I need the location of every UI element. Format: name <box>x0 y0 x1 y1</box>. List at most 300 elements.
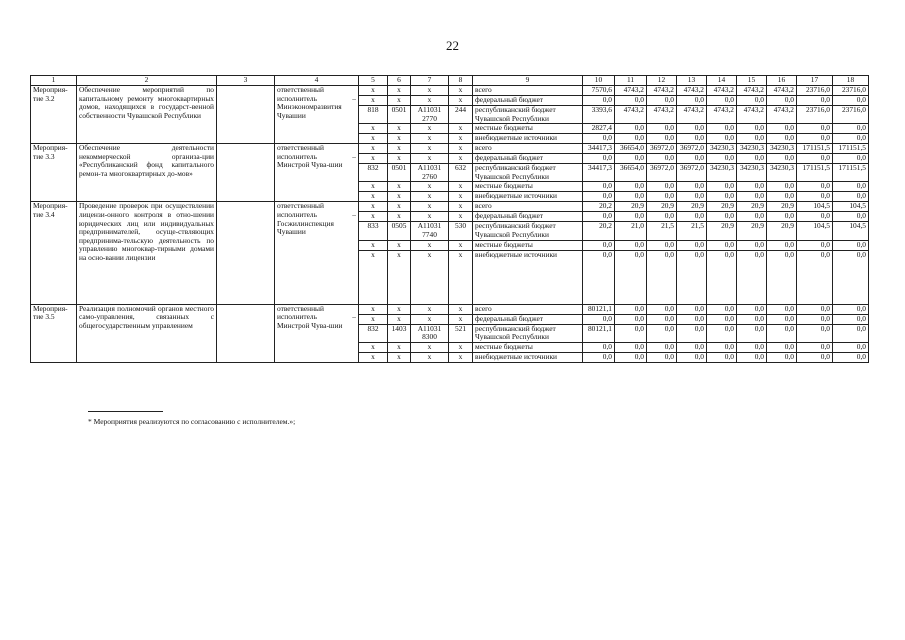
funding-value: 0,0 <box>707 240 737 250</box>
funding-value: 0,0 <box>767 352 797 362</box>
measure-responsible: ответственный исполнитель – Минстрой Чува-шии <box>275 304 359 362</box>
measure-col3 <box>217 202 275 304</box>
funding-value: 0,0 <box>647 96 677 106</box>
budget-code-c7: x <box>411 250 449 304</box>
funding-value: 0,0 <box>737 134 767 144</box>
budget-code-c5: x <box>359 96 388 106</box>
funding-value: 0,0 <box>677 96 707 106</box>
funding-value: 34230,3 <box>737 144 767 154</box>
funding-value: 0,0 <box>615 324 647 342</box>
budget-code-c6: 0505 <box>388 222 411 240</box>
budget-code-c7: А11031 2770 <box>411 106 449 124</box>
budget-code-c5: 818 <box>359 106 388 124</box>
funding-value: 0,0 <box>767 324 797 342</box>
funding-value: 2827,4 <box>583 124 615 134</box>
funding-value: 0,0 <box>833 240 869 250</box>
funding-value: 0,0 <box>797 324 833 342</box>
budget-code-c7: x <box>411 182 449 192</box>
budget-code-c6: x <box>388 342 411 352</box>
budget-code-c6: x <box>388 182 411 192</box>
funding-value: 0,0 <box>707 342 737 352</box>
funding-value: 0,0 <box>707 250 737 304</box>
budget-code-c7: x <box>411 96 449 106</box>
funding-value: 104,5 <box>797 202 833 212</box>
budget-code-c6: x <box>388 154 411 164</box>
budget-code-c5: x <box>359 182 388 192</box>
funding-value: 0,0 <box>677 324 707 342</box>
funding-value: 34417,3 <box>583 144 615 154</box>
funding-value: 4743,2 <box>677 106 707 124</box>
funding-value: 0,0 <box>767 182 797 192</box>
column-number-header: 8 <box>449 76 473 86</box>
budget-code-c7: x <box>411 314 449 324</box>
funding-value: 0,0 <box>647 212 677 222</box>
budget-code-c7: x <box>411 192 449 202</box>
funding-source: федеральный бюджет <box>473 314 583 324</box>
funding-source: внебюджетные источники <box>473 352 583 362</box>
funding-source: местные бюджеты <box>473 124 583 134</box>
funding-value: 0,0 <box>615 250 647 304</box>
funding-value: 0,0 <box>583 212 615 222</box>
funding-value: 4743,2 <box>615 106 647 124</box>
funding-value: 0,0 <box>583 240 615 250</box>
budget-code-c6: 0501 <box>388 164 411 182</box>
funding-value: 20,9 <box>677 202 707 212</box>
funding-source: местные бюджеты <box>473 240 583 250</box>
funding-source: местные бюджеты <box>473 342 583 352</box>
funding-value: 7570,6 <box>583 86 615 96</box>
funding-value: 0,0 <box>737 182 767 192</box>
measure-name: Обеспечение мероприятий по капитальному ремонту многоквартирных домов, находящихся в государст-венной собственности Чувашской Республики <box>77 86 217 144</box>
funding-value: 0,0 <box>797 240 833 250</box>
funding-value: 0,0 <box>737 352 767 362</box>
column-number-header: 16 <box>767 76 797 86</box>
budget-code-c7: x <box>411 342 449 352</box>
funding-value: 4743,2 <box>737 86 767 96</box>
column-number-header: 12 <box>647 76 677 86</box>
budget-code-c8: x <box>449 192 473 202</box>
funding-value: 4743,2 <box>707 106 737 124</box>
funding-value: 4743,2 <box>647 106 677 124</box>
funding-value: 171151,5 <box>833 164 869 182</box>
funding-value: 4743,2 <box>615 86 647 96</box>
measure-col3 <box>217 144 275 202</box>
measure-responsible: ответственный исполнитель – Минстрой Чува-шии <box>275 144 359 202</box>
budget-code-c6: x <box>388 134 411 144</box>
budget-code-c7: x <box>411 240 449 250</box>
column-number-header: 5 <box>359 76 388 86</box>
budget-code-c8: x <box>449 124 473 134</box>
funding-value: 0,0 <box>583 182 615 192</box>
funding-value: 34230,3 <box>767 144 797 154</box>
funding-value: 0,0 <box>737 124 767 134</box>
budget-code-c7: x <box>411 154 449 164</box>
funding-value: 0,0 <box>707 182 737 192</box>
footnote: * Мероприятия реализуются по согласованию с исполнителем.»; <box>88 417 296 426</box>
measure-responsible: ответственный исполнитель – Минэкономразвития Чувашии <box>275 86 359 144</box>
funding-value: 0,0 <box>797 314 833 324</box>
budget-code-c5: x <box>359 240 388 250</box>
funding-value: 0,0 <box>677 182 707 192</box>
budget-code-c7: А11031 7740 <box>411 222 449 240</box>
funding-value: 0,0 <box>583 250 615 304</box>
column-number-header: 6 <box>388 76 411 86</box>
funding-value: 0,0 <box>647 182 677 192</box>
funding-value: 0,0 <box>647 352 677 362</box>
funding-value: 0,0 <box>833 134 869 144</box>
funding-value: 104,5 <box>833 202 869 212</box>
funding-value: 104,5 <box>833 222 869 240</box>
budget-code-c8: 244 <box>449 106 473 124</box>
funding-value: 0,0 <box>833 96 869 106</box>
funding-value: 20,9 <box>737 202 767 212</box>
funding-value: 0,0 <box>737 192 767 202</box>
funding-value: 171151,5 <box>797 164 833 182</box>
funding-source: всего <box>473 304 583 314</box>
funding-value: 34417,3 <box>583 164 615 182</box>
funding-value: 0,0 <box>833 124 869 134</box>
measure-id: Мероприя- тие 3.3 <box>31 144 77 202</box>
budget-code-c7: А11031 8300 <box>411 324 449 342</box>
funding-value: 0,0 <box>797 96 833 106</box>
budget-code-c8: x <box>449 96 473 106</box>
budget-code-c5: x <box>359 144 388 154</box>
funding-value: 0,0 <box>707 212 737 222</box>
funding-value: 21,5 <box>677 222 707 240</box>
budget-code-c7: x <box>411 202 449 212</box>
funding-value: 0,0 <box>615 212 647 222</box>
funding-value: 0,0 <box>767 192 797 202</box>
funding-value: 0,0 <box>647 240 677 250</box>
funding-value: 0,0 <box>833 192 869 202</box>
table-row <box>31 202 869 212</box>
funding-value: 36654,0 <box>615 164 647 182</box>
funding-source: внебюджетные источники <box>473 134 583 144</box>
budget-code-c8: 530 <box>449 222 473 240</box>
funding-value: 0,0 <box>833 250 869 304</box>
funding-source: всего <box>473 202 583 212</box>
funding-source: местные бюджеты <box>473 182 583 192</box>
budget-code-c5: x <box>359 124 388 134</box>
budget-code-c8: 632 <box>449 164 473 182</box>
funding-value: 0,0 <box>615 154 647 164</box>
funding-value: 36972,0 <box>677 164 707 182</box>
funding-value: 0,0 <box>767 240 797 250</box>
funding-value: 0,0 <box>767 154 797 164</box>
budget-code-c7: x <box>411 86 449 96</box>
budget-code-c8: x <box>449 86 473 96</box>
measure-col3 <box>217 86 275 144</box>
funding-value: 0,0 <box>583 352 615 362</box>
budget-code-c7: x <box>411 352 449 362</box>
funding-value: 0,0 <box>647 154 677 164</box>
column-number-header: 7 <box>411 76 449 86</box>
funding-value: 0,0 <box>737 154 767 164</box>
funding-value: 20,9 <box>615 202 647 212</box>
table-row <box>31 304 869 314</box>
budget-code-c5: x <box>359 304 388 314</box>
funding-value: 0,0 <box>833 324 869 342</box>
funding-value: 0,0 <box>647 304 677 314</box>
funding-value: 4743,2 <box>677 86 707 96</box>
funding-value: 36654,0 <box>615 144 647 154</box>
funding-value: 3393,6 <box>583 106 615 124</box>
column-number-header: 1 <box>31 76 77 86</box>
column-number-header: 4 <box>275 76 359 86</box>
column-number-header: 9 <box>473 76 583 86</box>
funding-value: 0,0 <box>797 192 833 202</box>
funding-value: 0,0 <box>737 324 767 342</box>
funding-value: 80121,1 <box>583 324 615 342</box>
funding-value: 0,0 <box>797 124 833 134</box>
funding-value: 0,0 <box>737 314 767 324</box>
funding-value: 0,0 <box>833 212 869 222</box>
budget-code-c5: x <box>359 86 388 96</box>
funding-value: 0,0 <box>767 212 797 222</box>
funding-value: 0,0 <box>737 304 767 314</box>
funding-value: 0,0 <box>583 314 615 324</box>
funding-value: 0,0 <box>707 304 737 314</box>
budget-code-c8: x <box>449 314 473 324</box>
funding-source: республиканский бюджет Чувашской Республики <box>473 106 583 124</box>
budget-code-c5: x <box>359 154 388 164</box>
funding-value: 0,0 <box>797 352 833 362</box>
budget-code-c5: x <box>359 314 388 324</box>
funding-value: 0,0 <box>833 314 869 324</box>
funding-value: 20,2 <box>583 222 615 240</box>
funding-value: 0,0 <box>615 96 647 106</box>
funding-value: 0,0 <box>767 134 797 144</box>
budget-code-c7: x <box>411 212 449 222</box>
measure-id: Мероприя- тие 3.2 <box>31 86 77 144</box>
funding-value: 0,0 <box>707 314 737 324</box>
budget-code-c7: x <box>411 124 449 134</box>
budget-code-c5: x <box>359 192 388 202</box>
funding-value: 21,0 <box>615 222 647 240</box>
funding-value: 0,0 <box>833 304 869 314</box>
funding-value: 20,9 <box>767 222 797 240</box>
funding-value: 0,0 <box>677 124 707 134</box>
funding-value: 0,0 <box>737 250 767 304</box>
funding-value: 4743,2 <box>767 86 797 96</box>
funding-value: 104,5 <box>797 222 833 240</box>
funding-value: 36972,0 <box>647 164 677 182</box>
table-row <box>31 144 869 154</box>
funding-value: 0,0 <box>677 134 707 144</box>
measure-col3 <box>217 304 275 362</box>
funding-value: 0,0 <box>797 250 833 304</box>
funding-value: 0,0 <box>615 124 647 134</box>
measure-responsible: ответственный исполнитель – Госжилинспекция Чувашии <box>275 202 359 304</box>
funding-value: 0,0 <box>583 134 615 144</box>
funding-value: 0,0 <box>647 134 677 144</box>
column-number-header: 15 <box>737 76 767 86</box>
column-number-header: 3 <box>217 76 275 86</box>
budget-code-c8: x <box>449 240 473 250</box>
column-number-header: 11 <box>615 76 647 86</box>
measure-name: Реализация полномочий органов местного само-управления, связанных с общегосударственным управлением <box>77 304 217 362</box>
budget-code-c8: x <box>449 202 473 212</box>
budget-code-c7: x <box>411 144 449 154</box>
funding-value: 0,0 <box>647 192 677 202</box>
budget-code-c6: x <box>388 192 411 202</box>
budget-code-c5: x <box>359 342 388 352</box>
funding-value: 0,0 <box>707 154 737 164</box>
funding-value: 36972,0 <box>647 144 677 154</box>
funding-value: 0,0 <box>767 250 797 304</box>
budget-code-c5: x <box>359 202 388 212</box>
funding-source: всего <box>473 144 583 154</box>
funding-value: 0,0 <box>583 192 615 202</box>
funding-value: 20,2 <box>583 202 615 212</box>
funding-value: 0,0 <box>647 324 677 342</box>
measure-name: Проведение проверок при осуществлении лицензи-онного контроля в отно-шении юридических лиц или индивидуальных предпринимателей, осуще-ствляющих предпринима-тельскую деятельность по управлению многоквар-тирными домами на осно-вании лицензии <box>77 202 217 304</box>
funding-value: 0,0 <box>615 134 647 144</box>
funding-value: 4743,2 <box>707 86 737 96</box>
funding-value: 0,0 <box>767 96 797 106</box>
measure-name: Обеспечение деятельности некоммерческой организа-ции «Республиканский фонд капитального ремон-та многоквартирных до-мов» <box>77 144 217 202</box>
budget-code-c5: 832 <box>359 324 388 342</box>
funding-value: 0,0 <box>677 240 707 250</box>
funding-value: 20,9 <box>647 202 677 212</box>
funding-value: 0,0 <box>707 192 737 202</box>
funding-value: 0,0 <box>615 304 647 314</box>
budget-code-c7: x <box>411 304 449 314</box>
funding-value: 0,0 <box>677 304 707 314</box>
funding-value: 23716,0 <box>797 86 833 96</box>
budget-code-c6: x <box>388 352 411 362</box>
budget-code-c5: 833 <box>359 222 388 240</box>
funding-source: внебюджетные источники <box>473 192 583 202</box>
funding-source: всего <box>473 86 583 96</box>
budget-code-c8: 521 <box>449 324 473 342</box>
budget-code-c6: x <box>388 202 411 212</box>
budget-code-c6: 0501 <box>388 106 411 124</box>
funding-value: 0,0 <box>737 342 767 352</box>
budget-code-c6: x <box>388 124 411 134</box>
funding-value: 20,9 <box>767 202 797 212</box>
funding-value: 0,0 <box>615 192 647 202</box>
funding-value: 0,0 <box>797 212 833 222</box>
funding-value: 34230,3 <box>707 144 737 154</box>
funding-value: 34230,3 <box>767 164 797 182</box>
measure-id: Мероприя- тие 3.4 <box>31 202 77 304</box>
table-row <box>31 86 869 96</box>
budget-code-c6: x <box>388 144 411 154</box>
funding-value: 20,9 <box>737 222 767 240</box>
measures-table <box>30 75 869 363</box>
funding-value: 0,0 <box>767 304 797 314</box>
budget-code-c5: x <box>359 352 388 362</box>
column-number-header: 13 <box>677 76 707 86</box>
budget-code-c6: 1403 <box>388 324 411 342</box>
funding-value: 0,0 <box>737 212 767 222</box>
funding-value: 0,0 <box>615 342 647 352</box>
column-number-header: 10 <box>583 76 615 86</box>
funding-value: 4743,2 <box>737 106 767 124</box>
funding-value: 23716,0 <box>833 106 869 124</box>
funding-value: 0,0 <box>707 134 737 144</box>
funding-value: 0,0 <box>647 314 677 324</box>
funding-value: 0,0 <box>647 342 677 352</box>
column-number-header: 2 <box>77 76 217 86</box>
funding-value: 23716,0 <box>833 86 869 96</box>
funding-value: 0,0 <box>615 352 647 362</box>
funding-source: федеральный бюджет <box>473 154 583 164</box>
funding-value: 80121,1 <box>583 304 615 314</box>
column-number-row <box>31 76 869 86</box>
funding-value: 0,0 <box>833 154 869 164</box>
budget-code-c5: 832 <box>359 164 388 182</box>
budget-code-c8: x <box>449 304 473 314</box>
funding-value: 21,5 <box>647 222 677 240</box>
budget-code-c8: x <box>449 342 473 352</box>
funding-value: 0,0 <box>677 314 707 324</box>
funding-value: 0,0 <box>707 352 737 362</box>
funding-value: 0,0 <box>615 182 647 192</box>
funding-value: 171151,5 <box>833 144 869 154</box>
funding-value: 34230,3 <box>707 164 737 182</box>
funding-value: 0,0 <box>677 192 707 202</box>
funding-value: 171151,5 <box>797 144 833 154</box>
funding-value: 0,0 <box>615 240 647 250</box>
funding-value: 4743,2 <box>767 106 797 124</box>
funding-value: 0,0 <box>707 96 737 106</box>
funding-value: 0,0 <box>797 342 833 352</box>
funding-value: 0,0 <box>677 212 707 222</box>
funding-value: 0,0 <box>737 240 767 250</box>
funding-value: 0,0 <box>583 342 615 352</box>
funding-value: 0,0 <box>767 124 797 134</box>
funding-value: 0,0 <box>677 154 707 164</box>
funding-value: 0,0 <box>583 154 615 164</box>
funding-value: 0,0 <box>583 96 615 106</box>
funding-value: 4743,2 <box>647 86 677 96</box>
funding-value: 0,0 <box>707 124 737 134</box>
budget-code-c7: x <box>411 134 449 144</box>
column-number-header: 17 <box>797 76 833 86</box>
funding-value: 0,0 <box>767 342 797 352</box>
funding-value: 0,0 <box>797 304 833 314</box>
budget-code-c8: x <box>449 134 473 144</box>
budget-code-c5: x <box>359 134 388 144</box>
column-number-header: 14 <box>707 76 737 86</box>
funding-value: 0,0 <box>677 352 707 362</box>
funding-value: 36972,0 <box>677 144 707 154</box>
budget-code-c5: x <box>359 250 388 304</box>
budget-code-c8: x <box>449 154 473 164</box>
funding-value: 0,0 <box>707 324 737 342</box>
funding-source: внебюджетные источники <box>473 250 583 304</box>
budget-code-c6: x <box>388 86 411 96</box>
funding-value: 20,9 <box>707 202 737 212</box>
budget-code-c7: А11031 2760 <box>411 164 449 182</box>
footnote-separator <box>88 411 163 412</box>
column-number-header: 18 <box>833 76 869 86</box>
funding-value: 34230,3 <box>737 164 767 182</box>
budget-code-c8: x <box>449 144 473 154</box>
funding-value: 0,0 <box>833 342 869 352</box>
funding-value: 0,0 <box>677 250 707 304</box>
budget-code-c6: x <box>388 314 411 324</box>
funding-value: 0,0 <box>647 250 677 304</box>
budget-code-c8: x <box>449 182 473 192</box>
budget-code-c8: x <box>449 212 473 222</box>
budget-code-c6: x <box>388 212 411 222</box>
budget-code-c8: x <box>449 352 473 362</box>
budget-code-c8: x <box>449 250 473 304</box>
funding-source: республиканский бюджет Чувашской Республики <box>473 324 583 342</box>
